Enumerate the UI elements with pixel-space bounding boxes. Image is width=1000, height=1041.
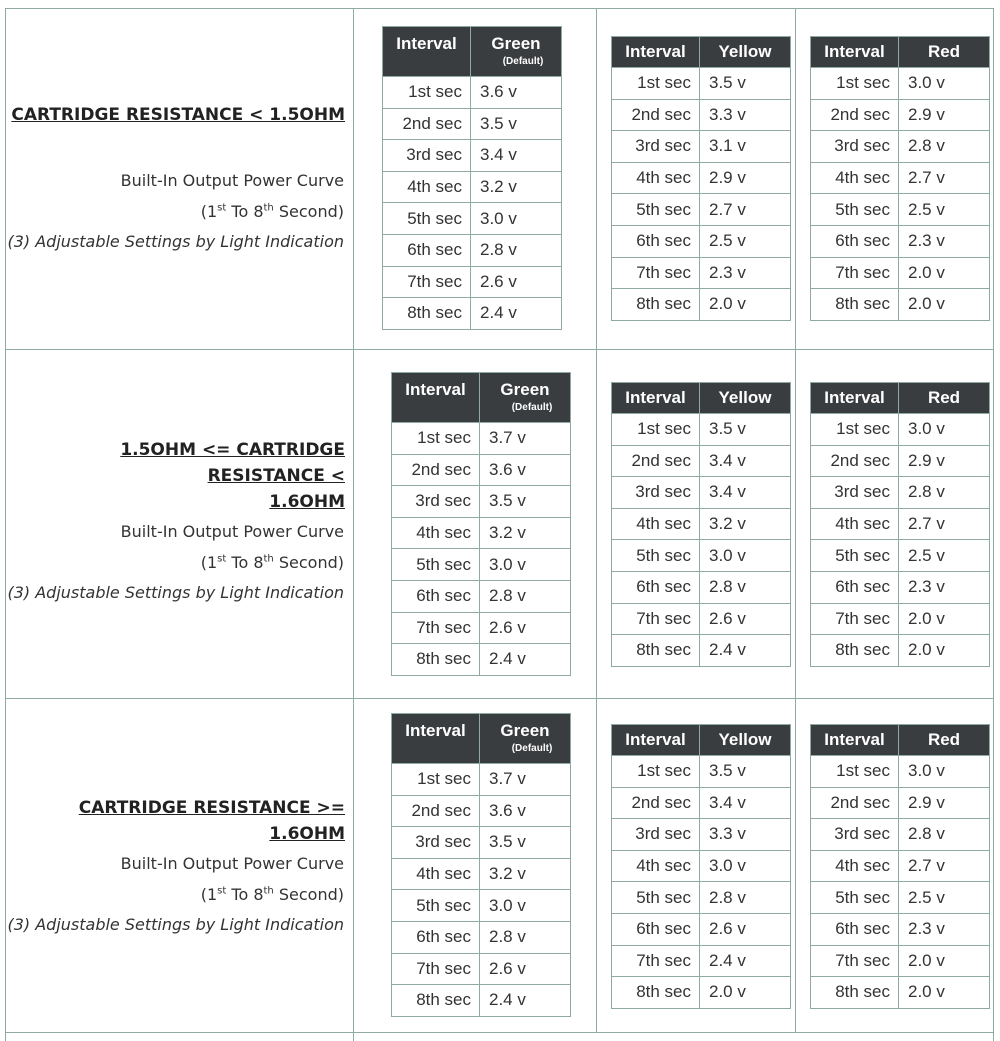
table-row <box>811 635 990 667</box>
interval-cell: 8th sec <box>811 289 899 321</box>
interval-header: Interval <box>612 725 700 756</box>
green-voltage-cell: 3.7 v <box>480 423 571 455</box>
green-header: Green (Default) <box>480 373 571 423</box>
table-row <box>383 203 562 235</box>
row1-yellow-table <box>611 36 791 321</box>
table-row <box>811 257 990 289</box>
table-row <box>811 882 990 914</box>
table-row <box>612 225 791 257</box>
interval-cell: 3rd sec <box>811 131 899 163</box>
table-row <box>392 890 571 922</box>
table-row <box>612 850 791 882</box>
curve-label: Built-In Output Power Curve <box>120 522 344 541</box>
table-row <box>811 162 990 194</box>
table-row <box>392 921 571 953</box>
red-voltage-cell: 3.0 v <box>899 414 990 446</box>
interval-cell: 4th sec <box>392 858 480 890</box>
interval-cell: 1st sec <box>811 414 899 446</box>
table-row <box>612 508 791 540</box>
yellow-voltage-cell: 2.9 v <box>700 162 791 194</box>
table-row <box>392 858 571 890</box>
table-row <box>392 454 571 486</box>
column-divider-2 <box>596 8 597 1032</box>
table-row <box>811 225 990 257</box>
interval-cell: 3rd sec <box>383 140 471 172</box>
interval-cell: 2nd sec <box>811 445 899 477</box>
red-voltage-cell: 2.0 v <box>899 257 990 289</box>
table-row <box>392 549 571 581</box>
row1-title: CARTRIDGE RESISTANCE < 1.5OHM <box>11 105 345 125</box>
interval-cell: 6th sec <box>383 234 471 266</box>
interval-header: Interval <box>383 27 471 77</box>
row3-title: CARTRIDGE RESISTANCE >= 1.6OHM <box>78 798 345 844</box>
table-row <box>612 819 791 851</box>
yellow-voltage-cell: 3.5 v <box>700 756 791 788</box>
table-row <box>811 603 990 635</box>
red-voltage-cell: 2.5 v <box>899 194 990 226</box>
red-voltage-cell: 2.5 v <box>899 882 990 914</box>
red-voltage-cell: 2.8 v <box>899 131 990 163</box>
row1-green-table <box>382 26 562 330</box>
green-voltage-cell: 3.6 v <box>471 77 562 109</box>
interval-cell: 4th sec <box>811 508 899 540</box>
table-row <box>612 414 791 446</box>
green-voltage-cell: 2.6 v <box>480 953 571 985</box>
table-row <box>392 795 571 827</box>
table-row <box>811 414 990 446</box>
yellow-voltage-cell: 3.1 v <box>700 131 791 163</box>
interval-cell: 5th sec <box>612 194 700 226</box>
interval-cell: 4th sec <box>612 162 700 194</box>
yellow-header: Yellow <box>700 37 791 68</box>
interval-cell: 2nd sec <box>392 795 480 827</box>
interval-cell: 6th sec <box>392 921 480 953</box>
range-label: (1st To 8th Second) <box>200 201 344 221</box>
table-row <box>392 644 571 676</box>
frame-left-border <box>5 8 6 1041</box>
table-row <box>392 985 571 1017</box>
table-row <box>383 108 562 140</box>
interval-cell: 7th sec <box>383 266 471 298</box>
green-voltage-cell: 3.5 v <box>480 486 571 518</box>
table-row <box>612 603 791 635</box>
interval-cell: 8th sec <box>612 977 700 1009</box>
interval-cell: 8th sec <box>612 635 700 667</box>
column-divider-1 <box>353 8 354 1041</box>
interval-cell: 2nd sec <box>612 787 700 819</box>
green-voltage-cell: 3.4 v <box>471 140 562 172</box>
interval-header: Interval <box>392 714 480 764</box>
interval-cell: 3rd sec <box>392 486 480 518</box>
interval-cell: 1st sec <box>612 68 700 100</box>
interval-cell: 8th sec <box>811 635 899 667</box>
interval-cell: 4th sec <box>811 162 899 194</box>
red-voltage-cell: 3.0 v <box>899 68 990 100</box>
green-voltage-cell: 3.5 v <box>480 827 571 859</box>
table-row <box>811 850 990 882</box>
interval-cell: 6th sec <box>811 225 899 257</box>
table-row <box>612 882 791 914</box>
interval-cell: 1st sec <box>612 414 700 446</box>
green-voltage-cell: 3.0 v <box>471 203 562 235</box>
table-row <box>392 953 571 985</box>
table-row <box>612 445 791 477</box>
adjustable-label: (3) Adjustable Settings by Light Indication <box>7 583 344 602</box>
column-divider-3 <box>795 8 796 1032</box>
table-row <box>811 508 990 540</box>
interval-header: Interval <box>612 37 700 68</box>
green-voltage-cell: 3.6 v <box>480 454 571 486</box>
green-voltage-cell: 2.8 v <box>480 580 571 612</box>
interval-cell: 5th sec <box>612 540 700 572</box>
yellow-voltage-cell: 2.3 v <box>700 257 791 289</box>
row2-green-body <box>392 423 571 676</box>
table-row <box>811 540 990 572</box>
row-divider-1 <box>5 349 994 350</box>
table-row <box>383 266 562 298</box>
interval-cell: 8th sec <box>392 985 480 1017</box>
interval-cell: 5th sec <box>811 540 899 572</box>
interval-cell: 8th sec <box>612 289 700 321</box>
interval-cell: 3rd sec <box>612 477 700 509</box>
interval-cell: 7th sec <box>612 257 700 289</box>
table-row <box>811 477 990 509</box>
interval-cell: 7th sec <box>811 257 899 289</box>
table-row <box>392 580 571 612</box>
table-row <box>811 68 990 100</box>
red-header: Red <box>899 37 990 68</box>
green-voltage-cell: 3.2 v <box>471 171 562 203</box>
red-voltage-cell: 2.0 v <box>899 945 990 977</box>
red-voltage-cell: 2.7 v <box>899 850 990 882</box>
curve-label: Built-In Output Power Curve <box>120 854 344 873</box>
interval-header: Interval <box>811 383 899 414</box>
table-row <box>811 445 990 477</box>
row1-yellow-body <box>612 68 791 321</box>
yellow-voltage-cell: 2.6 v <box>700 913 791 945</box>
row1-red-body <box>811 68 990 321</box>
red-voltage-cell: 2.3 v <box>899 571 990 603</box>
interval-cell: 5th sec <box>392 890 480 922</box>
row3-red-body <box>811 756 990 1009</box>
red-voltage-cell: 2.0 v <box>899 977 990 1009</box>
interval-cell: 4th sec <box>383 171 471 203</box>
interval-cell: 3rd sec <box>811 819 899 851</box>
table-row <box>612 913 791 945</box>
interval-cell: 2nd sec <box>392 454 480 486</box>
green-voltage-cell: 2.6 v <box>480 612 571 644</box>
interval-cell: 6th sec <box>612 571 700 603</box>
table-row <box>612 477 791 509</box>
curve-label: Built-In Output Power Curve <box>120 171 344 190</box>
interval-cell: 5th sec <box>383 203 471 235</box>
yellow-voltage-cell: 3.3 v <box>700 819 791 851</box>
green-voltage-cell: 2.8 v <box>480 921 571 953</box>
table-row <box>612 289 791 321</box>
adjustable-label: (3) Adjustable Settings by Light Indication <box>7 915 344 934</box>
interval-cell: 8th sec <box>392 644 480 676</box>
table-row <box>612 756 791 788</box>
table-row <box>811 945 990 977</box>
row2-yellow-body <box>612 414 791 667</box>
row2-green-table <box>391 372 571 676</box>
interval-header: Interval <box>811 725 899 756</box>
table-row <box>811 913 990 945</box>
yellow-voltage-cell: 2.8 v <box>700 571 791 603</box>
interval-cell: 6th sec <box>612 913 700 945</box>
red-voltage-cell: 2.9 v <box>899 99 990 131</box>
red-voltage-cell: 2.3 v <box>899 913 990 945</box>
yellow-voltage-cell: 2.7 v <box>700 194 791 226</box>
interval-cell: 1st sec <box>612 756 700 788</box>
interval-cell: 7th sec <box>392 953 480 985</box>
row3-green-table <box>391 713 571 1017</box>
interval-cell: 3rd sec <box>811 477 899 509</box>
green-voltage-cell: 3.6 v <box>480 795 571 827</box>
table-row <box>392 423 571 455</box>
red-voltage-cell: 2.8 v <box>899 819 990 851</box>
green-voltage-cell: 2.8 v <box>471 234 562 266</box>
yellow-voltage-cell: 2.8 v <box>700 882 791 914</box>
row1-red-table <box>810 36 990 321</box>
interval-cell: 1st sec <box>383 77 471 109</box>
red-voltage-cell: 2.0 v <box>899 289 990 321</box>
green-voltage-cell: 2.4 v <box>471 298 562 330</box>
interval-header: Interval <box>612 383 700 414</box>
row1-description <box>7 166 344 258</box>
green-voltage-cell: 2.4 v <box>480 985 571 1017</box>
table-row <box>811 99 990 131</box>
yellow-voltage-cell: 3.0 v <box>700 540 791 572</box>
yellow-voltage-cell: 3.0 v <box>700 850 791 882</box>
yellow-voltage-cell: 2.6 v <box>700 603 791 635</box>
red-voltage-cell: 2.5 v <box>899 540 990 572</box>
interval-cell: 4th sec <box>612 850 700 882</box>
interval-cell: 5th sec <box>612 882 700 914</box>
red-voltage-cell: 2.9 v <box>899 787 990 819</box>
yellow-voltage-cell: 2.0 v <box>700 289 791 321</box>
table-row <box>383 140 562 172</box>
yellow-voltage-cell: 2.4 v <box>700 945 791 977</box>
interval-cell: 5th sec <box>392 549 480 581</box>
interval-cell: 2nd sec <box>612 445 700 477</box>
interval-cell: 4th sec <box>612 508 700 540</box>
table-row <box>612 787 791 819</box>
table-row <box>383 77 562 109</box>
table-row <box>811 289 990 321</box>
interval-cell: 3rd sec <box>612 131 700 163</box>
table-row <box>811 819 990 851</box>
table-row <box>383 298 562 330</box>
interval-cell: 8th sec <box>383 298 471 330</box>
red-voltage-cell: 2.8 v <box>899 477 990 509</box>
table-row <box>383 234 562 266</box>
interval-cell: 7th sec <box>612 945 700 977</box>
adjustable-label: (3) Adjustable Settings by Light Indication <box>7 232 344 251</box>
row3-description <box>7 849 344 941</box>
green-header: Green (Default) <box>480 714 571 764</box>
row1-green-body <box>383 77 562 330</box>
table-row <box>811 787 990 819</box>
interval-cell: 2nd sec <box>612 99 700 131</box>
table-row <box>612 571 791 603</box>
range-label: (1st To 8th Second) <box>200 552 344 572</box>
table-row <box>392 827 571 859</box>
interval-cell: 1st sec <box>811 68 899 100</box>
row2-description <box>7 517 344 609</box>
table-row <box>392 612 571 644</box>
red-voltage-cell: 2.7 v <box>899 162 990 194</box>
table-row <box>811 977 990 1009</box>
table-row <box>811 131 990 163</box>
row3-red-table <box>810 724 990 1009</box>
row3-yellow-body <box>612 756 791 1009</box>
red-header: Red <box>899 383 990 414</box>
row3-green-body <box>392 764 571 1017</box>
table-row <box>612 540 791 572</box>
interval-cell: 6th sec <box>811 571 899 603</box>
row3-yellow-table <box>611 724 791 1009</box>
green-voltage-cell: 3.2 v <box>480 517 571 549</box>
interval-header: Interval <box>811 37 899 68</box>
green-voltage-cell: 2.4 v <box>480 644 571 676</box>
green-voltage-cell: 3.0 v <box>480 549 571 581</box>
range-label: (1st To 8th Second) <box>200 884 344 904</box>
table-row <box>612 977 791 1009</box>
table-row <box>612 68 791 100</box>
yellow-header: Yellow <box>700 383 791 414</box>
table-row <box>612 635 791 667</box>
table-row <box>612 945 791 977</box>
red-voltage-cell: 2.0 v <box>899 603 990 635</box>
red-voltage-cell: 2.7 v <box>899 508 990 540</box>
interval-cell: 4th sec <box>392 517 480 549</box>
interval-cell: 2nd sec <box>383 108 471 140</box>
yellow-header: Yellow <box>700 725 791 756</box>
yellow-voltage-cell: 3.5 v <box>700 68 791 100</box>
yellow-voltage-cell: 3.2 v <box>700 508 791 540</box>
table-row <box>612 194 791 226</box>
yellow-voltage-cell: 3.4 v <box>700 445 791 477</box>
interval-cell: 5th sec <box>811 194 899 226</box>
red-voltage-cell: 2.3 v <box>899 225 990 257</box>
row2-red-table <box>810 382 990 667</box>
interval-cell: 2nd sec <box>811 99 899 131</box>
interval-cell: 1st sec <box>811 756 899 788</box>
interval-cell: 6th sec <box>811 913 899 945</box>
table-row <box>612 131 791 163</box>
table-row <box>811 756 990 788</box>
frame-top-border <box>5 8 994 9</box>
yellow-voltage-cell: 3.3 v <box>700 99 791 131</box>
interval-header: Interval <box>392 373 480 423</box>
green-voltage-cell: 3.2 v <box>480 858 571 890</box>
interval-cell: 6th sec <box>612 225 700 257</box>
yellow-voltage-cell: 2.5 v <box>700 225 791 257</box>
table-row <box>612 257 791 289</box>
frame-right-border <box>993 8 994 1041</box>
table-row <box>392 517 571 549</box>
yellow-voltage-cell: 3.4 v <box>700 477 791 509</box>
interval-cell: 7th sec <box>612 603 700 635</box>
interval-cell: 2nd sec <box>811 787 899 819</box>
table-row <box>811 194 990 226</box>
row2-red-body <box>811 414 990 667</box>
green-voltage-cell: 2.6 v <box>471 266 562 298</box>
interval-cell: 7th sec <box>811 945 899 977</box>
yellow-voltage-cell: 2.4 v <box>700 635 791 667</box>
row2-yellow-table <box>611 382 791 667</box>
table-row <box>612 99 791 131</box>
interval-cell: 7th sec <box>392 612 480 644</box>
green-header: Green (Default) <box>471 27 562 77</box>
interval-cell: 3rd sec <box>392 827 480 859</box>
interval-cell: 7th sec <box>811 603 899 635</box>
red-voltage-cell: 2.9 v <box>899 445 990 477</box>
table-row <box>383 171 562 203</box>
table-row <box>811 571 990 603</box>
interval-cell: 6th sec <box>392 580 480 612</box>
yellow-voltage-cell: 2.0 v <box>700 977 791 1009</box>
interval-cell: 5th sec <box>811 882 899 914</box>
interval-cell: 1st sec <box>392 764 480 796</box>
table-row <box>392 486 571 518</box>
row-divider-2 <box>5 698 994 699</box>
yellow-voltage-cell: 3.5 v <box>700 414 791 446</box>
interval-cell: 3rd sec <box>612 819 700 851</box>
row-divider-3 <box>5 1032 994 1033</box>
table-row <box>612 162 791 194</box>
interval-cell: 1st sec <box>392 423 480 455</box>
red-voltage-cell: 3.0 v <box>899 756 990 788</box>
interval-cell: 4th sec <box>811 850 899 882</box>
interval-cell: 8th sec <box>811 977 899 1009</box>
red-voltage-cell: 2.0 v <box>899 635 990 667</box>
green-voltage-cell: 3.0 v <box>480 890 571 922</box>
red-header: Red <box>899 725 990 756</box>
row2-title: 1.5OHM <= CARTRIDGE RESISTANCE < 1.6OHM <box>120 440 345 512</box>
green-voltage-cell: 3.5 v <box>471 108 562 140</box>
table-row <box>392 764 571 796</box>
yellow-voltage-cell: 3.4 v <box>700 787 791 819</box>
green-voltage-cell: 3.7 v <box>480 764 571 796</box>
